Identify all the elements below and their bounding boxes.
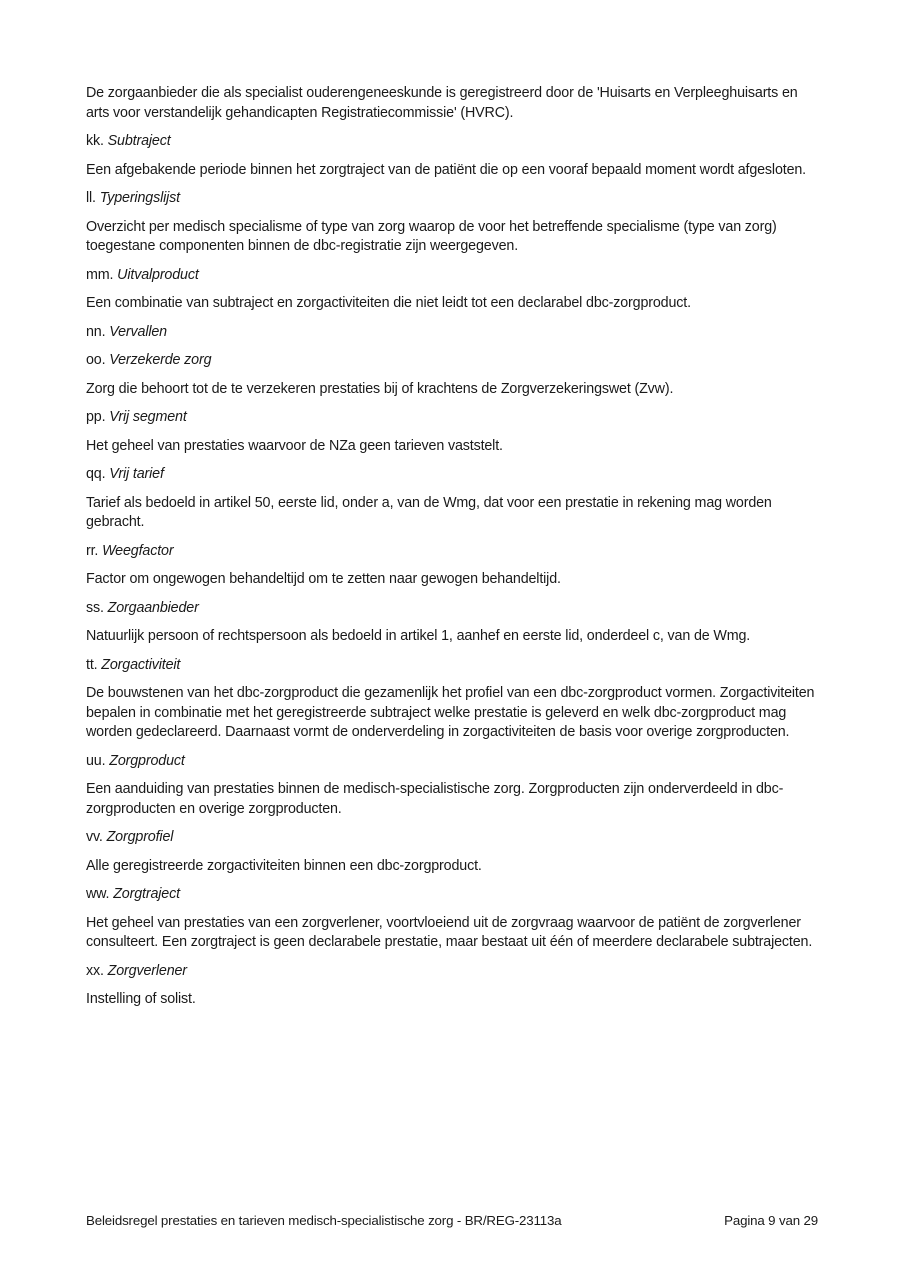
definition-term: Zorgaanbieder [107,599,199,616]
definition-item [86,189,818,257]
definition-item [86,828,818,876]
definition-term: Weegfactor [102,542,174,559]
definition-item [86,885,818,953]
definition-term: Zorgtraject [113,886,180,902]
definition-description: Alle geregistreerde zorgactiviteiten binnen een dbc-zorgproduct. [86,857,482,874]
definition-term: Zorgproduct [109,752,185,769]
definition-label: ss. [86,599,104,616]
definition-description: Tarief als bedoeld in artikel 50, eerste lid, onder a, van de Wmg, dat voor een prestatie in rekening mag worden gebracht. [86,494,772,530]
definition-term: Vervallen [109,323,167,340]
definition-label: qq. [86,466,106,482]
definition-term: Zorgprofiel [106,829,174,845]
definition-heading [86,599,818,619]
definition-description: Het geheel van prestaties van een zorgverlener, voortvloeiend uit de zorgvraag waarvoor de patiënt de zorgverlener consulteert. Een zorgtraject is geen declarabele prestatie, maar bestaat uit één of meerdere declarabele subtrajecten. [86,914,813,950]
definition-label: kk. [86,133,104,149]
definition-heading [86,885,818,905]
document-content [86,84,818,1019]
definition-label: mm. [86,266,114,283]
footer-document-title: Beleidsregel prestaties en tarieven medisch-specialistische zorg - BR/REG-23113a [86,1213,562,1228]
definition-description: Een aanduiding van prestaties binnen de medisch-specialistische zorg. Zorgproducten zijn onderverdeeld in dbc-zorgproducten en overige zorgproducten. [86,781,784,817]
definition-heading [86,962,818,982]
definition-label: oo. [86,352,106,368]
definition-item [86,542,818,590]
definition-item [86,323,818,343]
definition-term: Subtraject [107,133,171,149]
definition-description: Instelling of solist. [86,991,196,1007]
definition-term: Vrij segment [109,409,187,425]
definition-heading [86,132,818,152]
definition-description: Overzicht per medisch specialisme of type van zorg waarop de voor het betreffende specialisme (type van zorg) toegestane componenten binnen de dbc-registratie zijn weergegeven. [86,218,777,254]
definition-label: pp. [86,409,106,425]
definition-term: Uitvalproduct [117,266,199,283]
definition-label: ww. [86,886,110,902]
definition-heading [86,828,818,848]
definition-item [86,465,818,533]
definition-heading [86,656,818,676]
definition-description: Factor om ongewogen behandeltijd om te zetten naar gewogen behandeltijd. [86,571,561,587]
definition-label: tt. [86,656,98,673]
definition-item [86,599,818,647]
definition-description: Natuurlijk persoon of rechtspersoon als bedoeld in artikel 1, aanhef en eerste lid, onderdeel c, van de Wmg. [86,628,751,644]
footer-page-number: Pagina 9 van 29 [724,1213,818,1228]
definition-term: Vrij tarief [109,466,164,482]
definition-description: Een combinatie van subtraject en zorgactiviteiten die niet leidt tot een declarabel dbc-zorgproduct. [86,295,691,311]
definition-heading [86,351,818,371]
definition-heading [86,408,818,428]
definition-item [86,656,818,743]
definition-label: uu. [86,752,106,769]
definition-label: rr. [86,542,99,559]
definition-term: Zorgverlener [107,962,187,979]
definition-description: De bouwstenen van het dbc-zorgproduct die gezamenlijk het profiel van een dbc-zorgproduct vormen. Zorgactiviteiten bepalen in combinatie met het geregistreerde subtraject welke prestatie is geleverd en welk dbc-zorgproduct mag worden gedeclareerd. Daarnaast vormt de onderverdeling in zorgactiviteiten de basis voor overige zorgproducten. [86,685,815,740]
definition-term: Verzekerde zorg [109,352,212,368]
definition-heading [86,752,818,772]
intro-paragraph: De zorgaanbieder die als specialist ouderengeneeskunde is geregistreerd door de 'Huisarts en Verpleeghuisarts en arts voor verstandelijk gehandicapten Registratiecommissie' (HVRC). [86,85,798,121]
definition-item [86,266,818,314]
definition-item [86,132,818,180]
definition-item [86,408,818,456]
definition-heading [86,266,818,286]
definition-item [86,351,818,399]
definition-description: Een afgebakende periode binnen het zorgtraject van de patiënt die op een vooraf bepaald moment wordt afgesloten. [86,161,807,178]
definition-description: Zorg die behoort tot de te verzekeren prestaties bij of krachtens de Zorgverzekeringswet (Zvw). [86,380,674,397]
definitions-list [86,132,818,1010]
definition-term: Typeringslijst [99,190,180,206]
definition-item [86,752,818,820]
definition-label: nn. [86,323,106,340]
definition-heading [86,542,818,562]
definition-label: xx. [86,962,104,979]
definition-description: Het geheel van prestaties waarvoor de NZa geen tarieven vaststelt. [86,437,503,454]
definition-item [86,962,818,1010]
definition-heading [86,189,818,209]
definition-label: ll. [86,190,96,206]
definition-heading [86,465,818,485]
definition-label: vv. [86,829,103,845]
definition-term: Zorgactiviteit [101,656,181,673]
page-footer [86,1212,818,1230]
definition-heading [86,323,818,343]
